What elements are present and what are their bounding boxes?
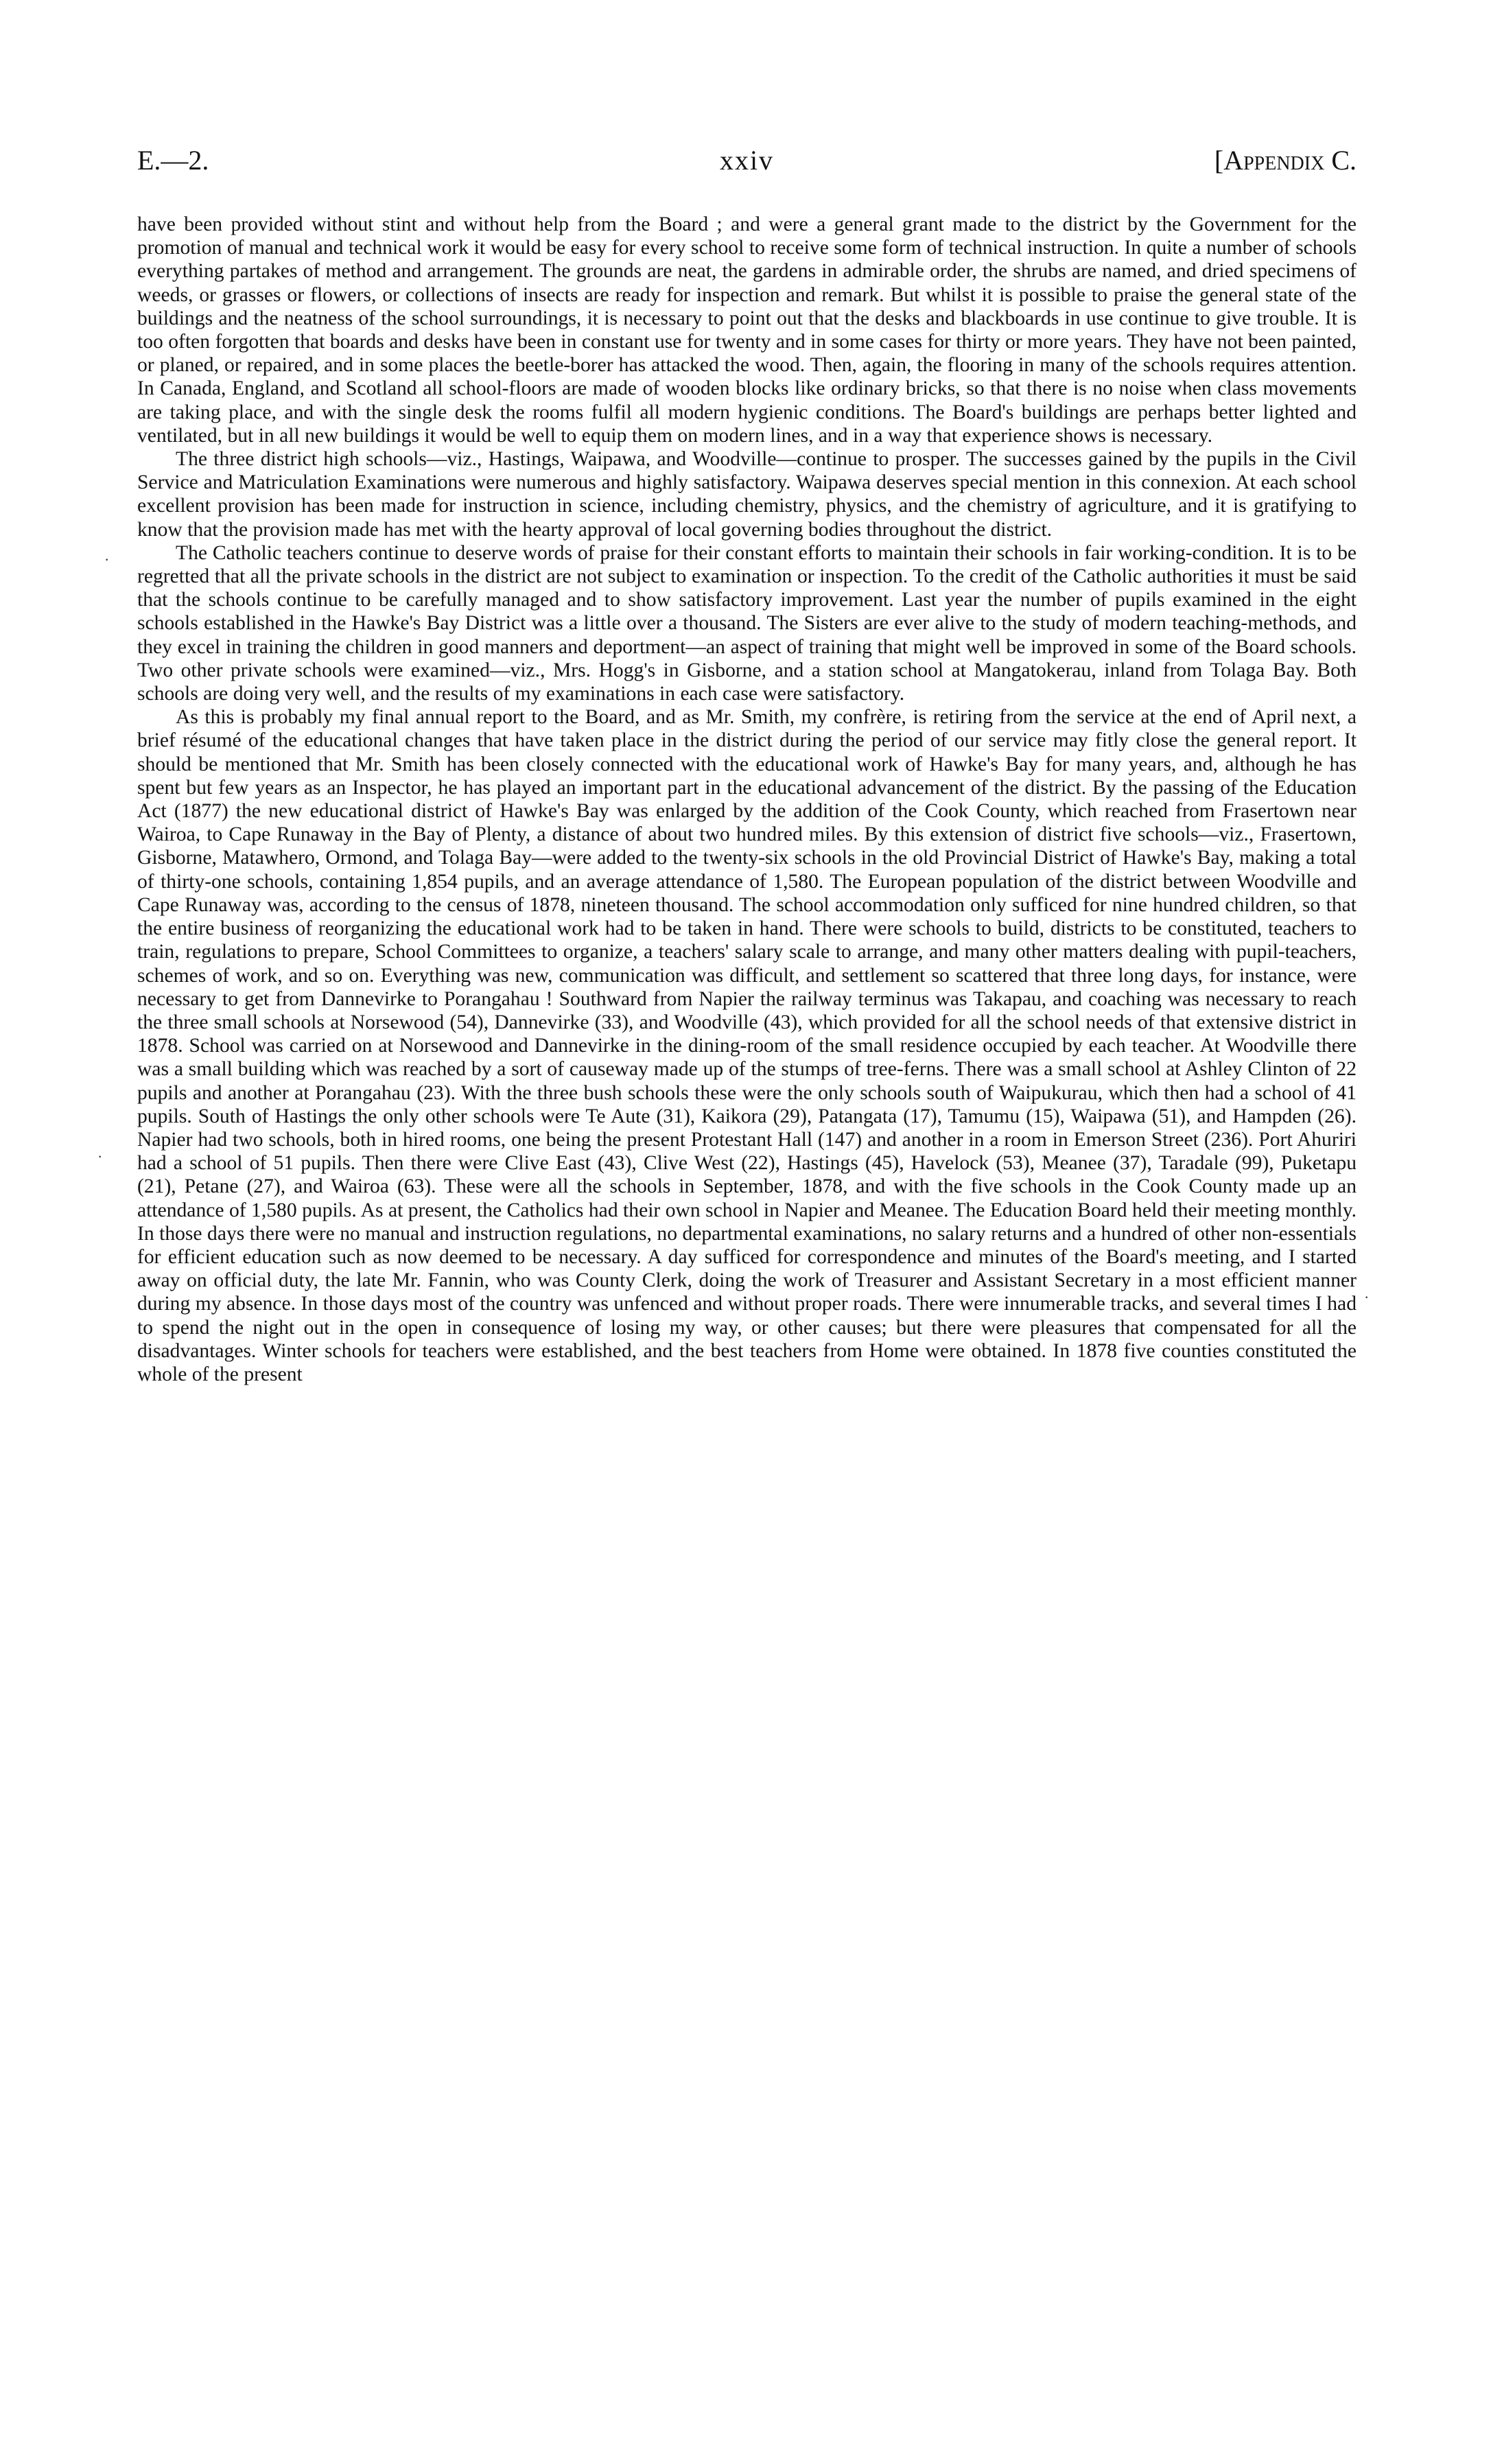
paragraph-district-high-schools: The three district high schools—viz., Hastings, Waipawa, and Woodville—continue to prosper. The successes gained by the pupils in the Civil Service and Matriculation Examinations were numerous and highly satisfactory. Waipawa deserves special mention in this connexion. At each school excellent provision has been made for instruction in science, including chemistry, physics, and the chemistry of agriculture, and it is gratifying to know that the provision made has met with the hearty approval of local governing bodies throughout the district.	[137, 448, 1357, 541]
paragraph-catholic-schools: The Catholic teachers continue to deserve words of praise for their constant efforts to maintain their schools in fair working-condition. It is to be regretted that all the private schools in the district are not subject to examination or inspection. To the credit of the Catholic authorities it must be said that the schools continue to be carefully managed and to show satisfactory improvement. Last year the number of pupils examined in the eight schools established in the Hawke's Bay District was a little over a thousand. The Sisters are ever alive to the study of modern teaching-methods, and they excel in training the children in good manners and deportment—an aspect of training that might well be improved in some of the Board schools. Two other private schools were examined—viz., Mrs. Hogg's in Gisborne, and a station school at Mangatokerau, inland from Tolaga Bay. Both schools are doing very well, and the results of my examinations in each case were satisfactory.	[137, 541, 1357, 705]
paragraph-historical-resume: As this is probably my final annual report to the Board, and as Mr. Smith, my confrère, is retiring from the service at the end of April next, a brief résumé of the educational changes that have taken place in the district during the period of our service may fitly close the general report. It should be mentioned that Mr. Smith has been closely connected with the educational work of Hawke's Bay for many years, and, although he has spent but few years as an Inspector, he has played an important part in the educational advancement of the district. By the passing of the Education Act (1877) the new educational district of Hawke's Bay was enlarged by the addition of the Cook County, which reached from Frasertown near Wairoa, to Cape Runaway in the Bay of Plenty, a distance of about two hundred miles. By this extension of district five schools—viz., Frasertown, Gisborne, Matawhero, Ormond, and Tolaga Bay—were added to the twenty-six schools in the old Provincial District of Hawke's Bay, making a total of thirty-one schools, containing 1,854 pupils, and an average attendance of 1,580. The European population of the district between Woodville and Cape Runaway was, according to the census of 1878, nineteen thousand. The school accommodation only sufficed for nine hundred children, so that the entire business of reorganizing the educational work had to be taken in hand. There were schools to build, districts to be constituted, teachers to train, regulations to prepare, School Committees to organize, a teachers' salary scale to arrange, and many other matters dealing with pupil-teachers, schemes of work, and so on. Everything was new, communication was difficult, and settlement so scattered that three long days, for instance, were necessary to get from Dannevirke to Porangahau ! Southward from Napier the railway terminus was Takapau, and coaching was necessary to reach the three small schools at Norsewood (54), Dannevirke (33), and Woodville (43), which provided for all the school needs of that extensive district in 1878. School was carried on at Norsewood and Dannevirke in the dining-room of the small residence occupied by each teacher. At Woodville there was a small building which was reached by a sort of causeway made up of the stumps of tree-ferns. There was a small school at Ashley Clinton of 22 pupils and another at Porangahau (23). With the three bush schools these were the only schools south of Waipukurau, which then had a school of 41 pupils. South of Hastings the only other schools were Te Aute (31), Kaikora (29), Patangata (17), Tamumu (15), Waipawa (51), and Hampden (26). Napier had two schools, both in hired rooms, one being the present Protestant Hall (147) and another in a room in Emerson Street (236). Port Ahuriri had a school of 51 pupils. Then there were Clive East (43), Clive West (22), Hastings (45), Havelock (53), Meanee (37), Taradale (99), Puketapu (21), Petane (27), and Wairoa (63). These were all the schools in September, 1878, and with the five schools in the Cook County made up an attendance of 1,580 pupils. As at present, the Catholics had their own school in Napier and Meanee. The Education Board held their meeting monthly. In those days there were no manual and instruction regulations, no departmental examinations, no salary returns and a hundred of other non-essentials for efficient education such as now deemed to be necessary. A day sufficed for correspondence and minutes of the Board's meeting, and I started away on official duty, the late Mr. Fannin, who was County Clerk, doing the work of Treasurer and Assistant Secretary in a most efficient manner during my absence. In those days most of the country was unfenced and without proper roads. There were innumerable tracks, and several times I had to spend the night out in the open in consequence of losing my way, or other causes; but there were pleasures that compensated for all the disadvantages. Winter schools for teachers were established, and the best teachers from Home were obtained. In 1878 five counties constituted the whole of the present	[137, 706, 1357, 1385]
page-number: xxiv	[719, 145, 775, 176]
appendix-label: [Appendix C.	[1214, 145, 1357, 176]
paragraph-buildings-continued: have been provided without stint and without help from the Board ; and were a general grant made to the district by the Government for the promotion of manual and technical work it would be easy for every school to receive some form of technical instruction. In quite a number of schools everything partakes of method and arrangement. The grounds are neat, the gardens in admirable order, the shrubs are named, and dried specimens of weeds, or grasses or flowers, or collections of insects are ready for inspection and remark. But whilst it is possible to praise the general state of the buildings and the neatness of the school surroundings, it is necessary to point out that the desks and blackboards in use continue to give trouble. It is too often forgotten that boards and desks have been in constant use for twenty and in some cases for thirty or more years. They have not been painted, or planed, or repaired, and in some places the beetle-borer has attacked the wood. Then, again, the flooring in many of the schools requires attention. In Canada, England, and Scotland all school-floors are made of wooden blocks like ordinary bricks, so that there is no noise when class movements are taking place, and with the single desk the rooms fulfil all modern hygienic conditions. The Board's buildings are perhaps better lighted and ventilated, but in all new buildings it would be well to equip them on modern lines, and in a way that experience shows is necessary.	[137, 213, 1357, 447]
margin-mark: ·	[97, 1148, 103, 1165]
document-reference: E.—2.	[137, 145, 209, 176]
margin-mark: ·	[1364, 1289, 1370, 1306]
margin-mark: ·	[104, 551, 110, 568]
page-header	[137, 144, 1357, 192]
body-text	[137, 213, 1357, 1386]
